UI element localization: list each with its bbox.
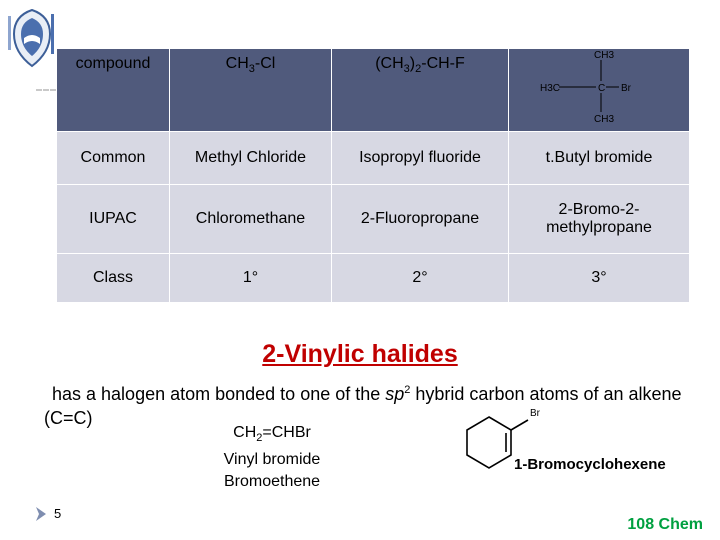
table-row-common [57,132,690,185]
decorative-dash-line [36,89,56,91]
header-ch3cl: $CH_3-Cl$ [170,49,332,132]
university-logo [6,4,58,72]
course-footer: 108 Chem [627,516,703,533]
table-cell: Isopropyl fluoride [332,132,509,185]
page-number: 5 [54,506,62,521]
table-cell: 3° [509,254,690,303]
vinyl-bromide-block [210,422,334,493]
header-compound: compound [57,49,170,132]
bullet-arrow-icon [34,506,48,522]
table-cell: 2° [332,254,509,303]
header-ch32chf: $(CH_3)_2-CH-F$ [332,49,509,132]
tbutyl-bromide-structure [512,49,687,125]
section-title: 2-Vinylic halides [262,340,458,368]
row-label: Class [57,254,170,303]
halide-classification-table [56,48,690,303]
table-cell: Methyl Chloride [170,132,332,185]
svg-text:Br: Br [530,408,540,419]
table-cell: 1° [170,254,332,303]
header-tbutyl-structure [509,49,690,132]
table-header-row [57,49,690,132]
bromocyclohexene-label: 1-Bromocyclohexene [514,456,666,473]
row-label: IUPAC [57,185,170,254]
svg-text:Br: Br [620,83,631,94]
table-cell: t.Butyl bromide [509,132,690,185]
vinyl-common-name: Vinyl bromide [223,451,321,469]
row-label: Common [57,132,170,185]
table-cell: 2-Bromo-2- methylpropane [509,185,690,254]
vinyl-iupac-name: Bromoethene [223,473,321,491]
svg-text:CH3: CH3 [593,114,614,125]
vinyl-formula: $CH_2=CHBr$ [233,424,311,445]
svg-text:CH3: CH3 [593,50,614,61]
table-row-iupac [57,185,690,254]
definition-paragraph: has a halogen atom bonded to one of the $sp^2$ hybrid carbon atoms of an alkene (C=C) [44,384,682,428]
table-cell: Chloromethane [170,185,332,254]
svg-text:C: C [597,83,605,94]
svg-text:H3C: H3C [539,83,560,94]
table-cell: 2-Fluoropropane [332,185,509,254]
table-row-class [57,254,690,303]
